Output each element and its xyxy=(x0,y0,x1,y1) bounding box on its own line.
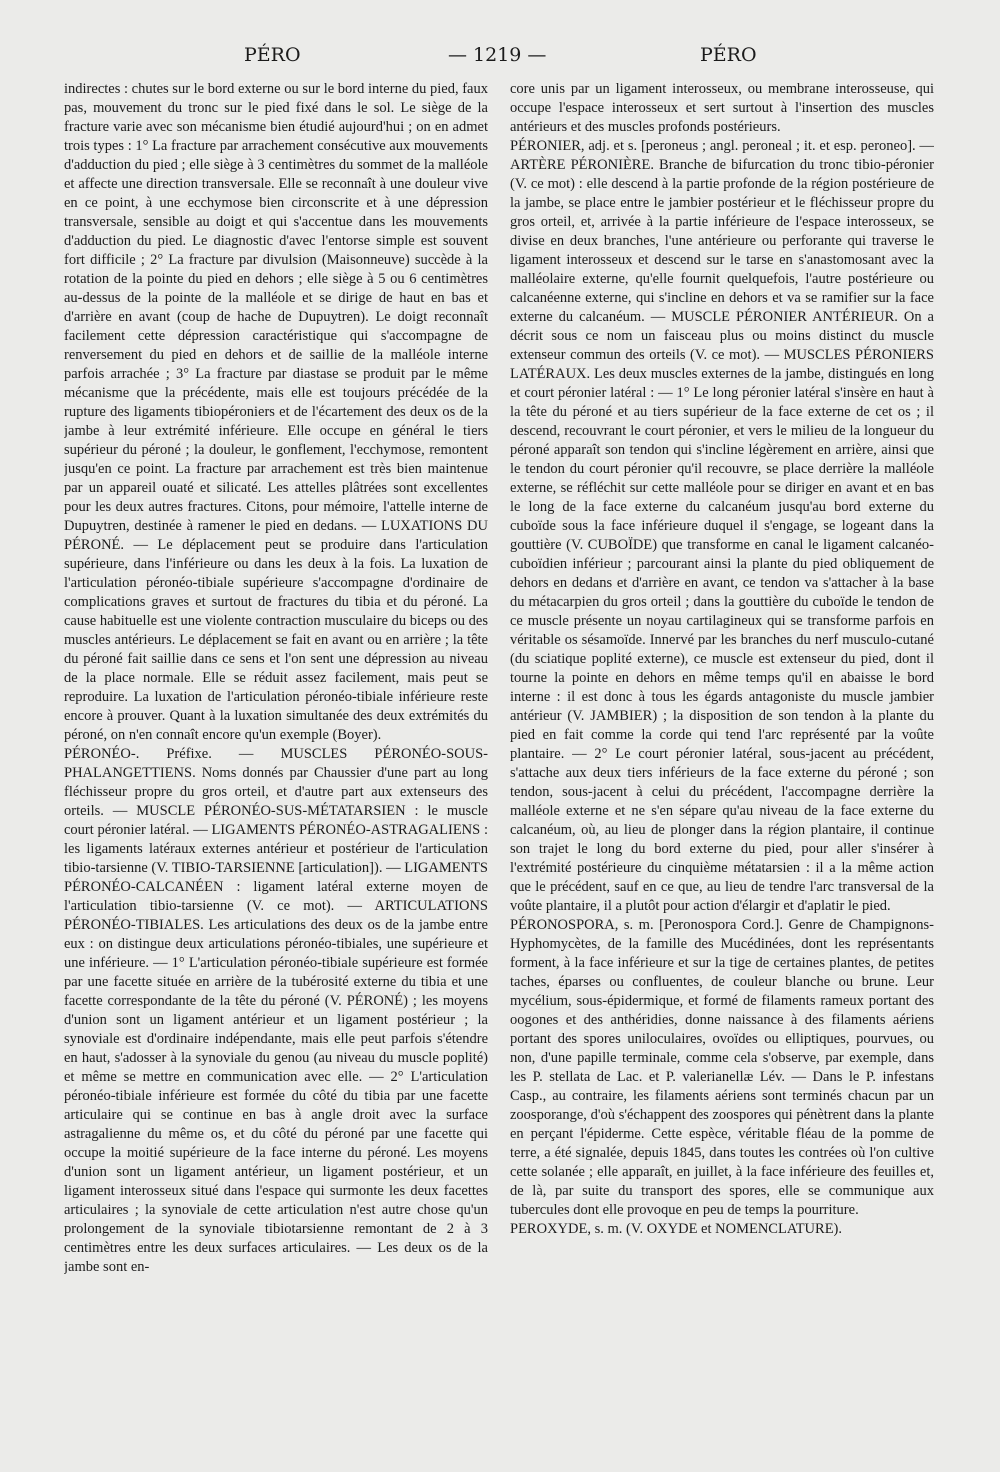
text-column-left: indirectes : chutes sur le bord externe ou sur le bord interne du pied, faux pas, mouvement du tronc sur le pied fixé dans le sol. Le siège de la fracture varie avec son mécanisme bien étudié aujourd'hui ; on en admet trois types : 1° La fracture par arrachement consécutive aux mouvements d'adduction du pied ; elle siège à 3 centimètres du sommet de la malléole et affecte une direction transversale. Elle se reconnaît à une douleur vive en ce point, à une ecchymose bien circonscrite et à une dépression transversale, sensible au doigt et qui s'accentue dans les mouvements d'adduction du pied. Le diagnostic d'avec l'entorse simple est souvent fort difficile ; 2° La fracture par divulsion (Maisonneuve) succède à la rotation de la pointe du pied en dehors ; elle siège à 5 ou 6 centimètres au-dessus de la pointe de la malléole et se dirige de haut en bas et d'arrière en avant (coup de hache de Dupuytren). Le doigt reconnaît facilement cette dépression caractéristique qui s'accompagne de renversement du pied en dehors et de saillie de la malléole interne parfois arrachée ; 3° La fracture par diastase se produit par le même mécanisme que la précédente, mais elle est toujours précédée de la rupture des ligaments tibiopéroniers et de l'écartement des deux os de la jambe à leur extrémité inférieure. Elle occupe en général le tiers supérieur du péroné ; la douleur, le gonflement, l'ecchymose, remontent jusqu'en ce point. La fracture par arrachement est très bien maintenue par un appareil ouaté et silicaté. Les attelles plâtrées sont excellentes pour les deux autres fractures. Citons, pour mémoire, l'attelle interne de Dupuytren, destinée à ramener le pied en dedans. — LUXATIONS DU PÉRONÉ. — Le déplacement peut se produire dans l'articulation supérieure, dans l'inférieure ou dans les deux à la fois. La luxation de l'articulation péronéo-tibiale supérieure s'accompagne d'ordinaire de complications graves et surtout de fractures du tibia et du péroné. La cause habituelle est une violente contraction musculaire du biceps ou des muscles antérieurs. Le déplacement se fait en avant ou en arrière ; la tête du péroné fait saillie dans ce sens et l'on sent une dépression au niveau de la place normale. Elle se réduit assez facilement, mais peut se reproduire. La luxation de l'articulation péronéo-tibiale inférieure reste encore à prouver. Quant à la luxation simultanée des deux extrémités du péroné, on n'en connaît encore qu'un exemple (Boyer). PÉRONÉO-. Préfixe. — MUSCLES PÉRONÉO-SOUS-PHALANGETTIENS. Noms donnés par Chaussier d'une part au long fléchisseur propre du gros orteil, et d'autre part aux extenseurs des orteils. — MUSCLE PÉRONÉO-SUS-MÉTATARSIEN : le muscle court péronier latéral. — LIGAMENTS PÉRONÉO-ASTRAGALIENS : les ligaments latéraux externes antérieur et postérieur de l'articulation tibio-tarsienne (V. TIBIO-TARSIENNE [articulation]). — LIGAMENTS PÉRONÉO-CALCANÉEN : ligament latéral externe moyen de l'articulation tibio-tarsienne (V. ce mot). — ARTICULATIONS PÉRONÉO-TIBIALES. Les articulations des deux os de la jambe entre eux : on distingue deux articulations péronéo-tibiales, une supérieure et une inférieure. — 1° L'articulation péronéo-tibiale supérieure est formée par une facette située en arrière de la tubérosité externe du tibia et une facette correspondante de la tête du péroné (V. PÉRONÉ) ; les moyens d'union sont un ligament antérieur et un ligament postérieur ; la synoviale est d'ordinaire indépendante, mais elle peut parfois s'étendre en haut, s'adosser à la synoviale du genou (au niveau du muscle poplité) et même se mettre en communication avec elle. — 2° L'articulation péronéo-tibiale inférieure est formée du côté du tibia par une facette articulaire qui se continue en bas à angle droit avec la surface astragalienne du même os, et du côté du péroné par une facette qui occupe la moitié supérieure de la face interne du péroné. Les moyens d'union sont un ligament antérieur, un ligament postérieur, et un ligament interosseux situé dans l'espace qui surmonte les deux facettes articulaires ; la synoviale de cette articulation n'est autre chose qu'un prolongement de la synoviale tibiotarsienne remontant de 2 à 3 centimètres entre les deux surfaces articulaires. — Les deux os de la jambe sont en- xyxy=(64,81,488,1275)
page-number: — 1219 — xyxy=(448,44,547,66)
running-head-left: PÉRO xyxy=(244,44,301,66)
text-column-right: core unis par un ligament interosseux, ou membrane interosseuse, qui occupe l'espace interosseux et sert surtout à l'insertion des muscles antérieurs et des muscles profonds postérieurs. PÉRONIER, adj. et s. [peroneus ; angl. peroneal ; it. et esp. peroneo]. — ARTÈRE PÉRONIÈRE. Branche de bifurcation du tronc tibio-péronier (V. ce mot) : elle descend à la partie profonde de la région postérieure de la jambe, se place entre le jambier postérieur et le fléchisseur propre du gros orteil, et, arrivée à la partie inférieure de l'espace interosseux, se divise en deux branches, l'une antérieure ou perforante qui traverse le ligament interosseux et descend sur le tarse en s'anastomosant avec la malléolaire externe, qu'elle fournit quelquefois, l'autre postérieure ou calcanéenne externe, qui s'incline en dehors et va se ramifier sur la face externe du calcanéum. — MUSCLE PÉRONIER ANTÉRIEUR. On a décrit sous ce nom un faisceau plus ou moins distinct du muscle extenseur commun des orteils (V. ce mot). — MUSCLES PÉRONIERS LATÉRAUX. Les deux muscles externes de la jambe, distingués en long et court péronier latéral : — 1° Le long péronier latéral s'insère en haut à la tête du péroné et au tiers supérieur de la face externe de cet os ; il descend, recouvrant le court péronier, et vers le milieu de la longueur du péroné apparaît son tendon qui s'incline légèrement en arrière, ainsi que le tendon du court péronier qu'il recouvre, se place derrière la malléole externe, se réfléchit sur cette malléole pour se diriger en avant et en bas le long de la face externe du calcanéum jusqu'au bord externe du cuboïde sous la face inférieure duquel il s'engage, se logeant dans la gouttière (V. CUBOÏDE) que transforme en canal le ligament calcanéo-cuboïdien inférieur ; parcourant ainsi la plante du pied obliquement de dehors en dedans et d'arrière en avant, ce tendon va s'attacher à la base du métacarpien du gros orteil ; dans la gouttière du cuboïde le tendon de ce muscle présente un noyau cartilagineux qui se transforme parfois en véritable os sésamoïde. Innervé par les branches du nerf musculo-cutané (du sciatique poplité externe), ce muscle est extenseur du pied, dont il tourne la pointe en dehors en même temps qu'il en abaisse le bord interne : il est donc à tous les égards antagoniste du muscle jambier antérieur (V. JAMBIER) ; la disposition de son tendon à la plante du pied en fait comme la corde qui tend l'arc représenté par la voûte plantaire. — 2° Le court péronier latéral, sous-jacent au précédent, s'attache aux deux tiers inférieurs de la face externe du péroné ; son tendon, sous-jacent à celui du précédent, l'accompagne derrière la malléole externe et ne s'en sépare qu'au niveau de la face externe du calcanéum, où, au lieu de plonger dans la région plantaire, il continue son trajet le long du bord externe du pied, pour aller s'insérer à l'extrémité postérieure du cinquième métatarsien : il a la même action que le précédent, sauf en ce que, au lieu de tendre l'arc transversal de la voûte plantaire, il a plutôt pour action d'élargir et d'aplatir le pied. PÉRONOSPORA, s. m. [Peronospora Cord.]. Genre de Champignons-Hyphomycètes, de la famille des Mucédinées, dont les représentants forment, à la face inférieure et sur la tige de certaines plantes, de petites taches, éparses ou confluentes, de couleur blanche ou brune. Leur mycélium, sous-épidermique, et formé de filaments rameux portant des oogones et des anthéridies, donne naissance à des filaments aériens portant des spores uniloculaires, ovoïdes ou elliptiques, pourvues, ou non, d'une papille terminale, comme cela s'observe, par exemple, dans les P. stellata de Lac. et P. valerianellæ Lév. — Dans le P. infestans Casp., au contraire, les filaments aériens sont terminés chacun par un zoosporange, d'où s'échappent des zoospores qui pénètrent dans la plante en perçant l'épiderme. Cette espèce, véritable fléau de la pomme de terre, a été signalée, depuis 1845, dans toutes les contrées où l'on cultive cette solanée ; elle apparaît, en juillet, à la face inférieure des feuilles et, de là, par suite du transport des spores, elle se communique aux tubercules dont elle provoque en peu de temps la pourriture. PEROXYDE, s. m. (V. OXYDE et NOMENCLATURE). xyxy=(510,81,934,1237)
running-head-right: PÉRO xyxy=(700,44,757,66)
